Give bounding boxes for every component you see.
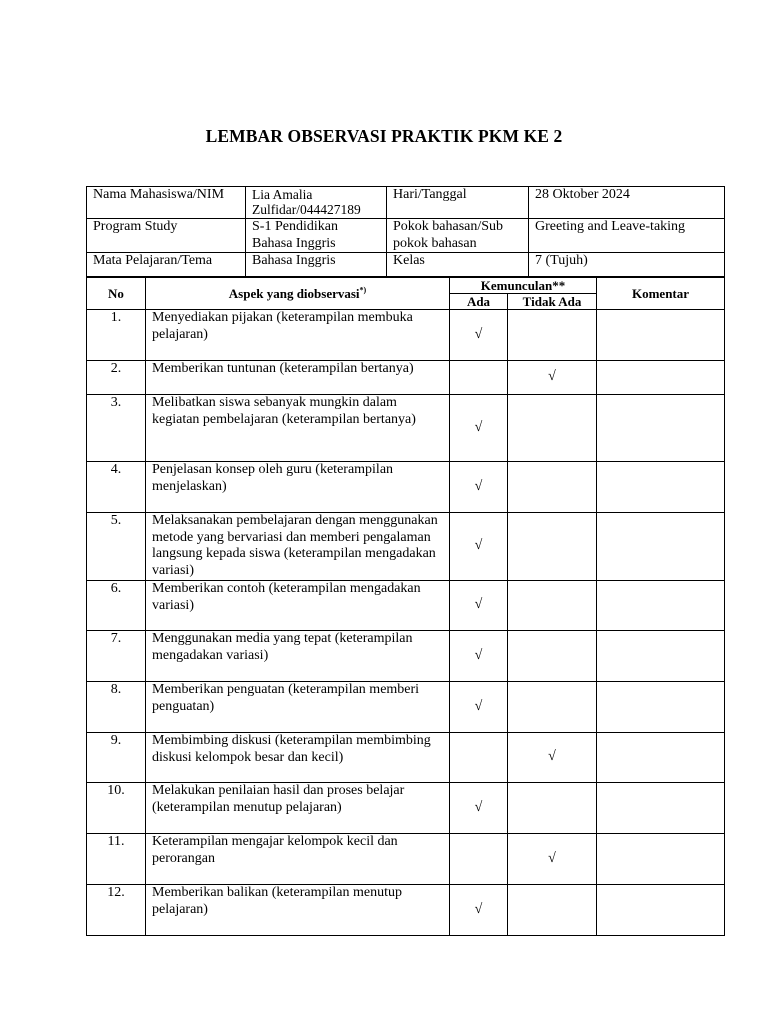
- row-comment: [597, 395, 725, 462]
- subject-label: Mata Pelajaran/Tema: [87, 253, 246, 277]
- row-comment: [597, 361, 725, 395]
- row-aspect: Melibatkan siswa sebanyak mungkin dalam kegiatan pembelajaran (keterampilan bertanya): [146, 395, 450, 462]
- row-aspect: Memberikan tuntunan (keterampilan bertanya): [146, 361, 450, 395]
- date-label: Hari/Tanggal: [387, 187, 529, 219]
- row-check-yes: [450, 361, 508, 395]
- row-number: 3.: [87, 395, 146, 462]
- observation-rows: [87, 310, 725, 936]
- header-aspect-text: Aspek yang diobservasi: [228, 286, 360, 301]
- table-row: [87, 733, 725, 783]
- topic-value: Greeting and Leave-taking: [529, 219, 725, 253]
- row-comment: [597, 310, 725, 361]
- row-check-yes: √: [450, 631, 508, 682]
- row-comment: [597, 733, 725, 783]
- row-number: 2.: [87, 361, 146, 395]
- row-check-no: [508, 631, 597, 682]
- table-row: [87, 310, 725, 361]
- row-check-yes: √: [450, 682, 508, 733]
- student-info-table: [86, 186, 725, 277]
- row-check-no: [508, 395, 597, 462]
- row-check-no: √: [508, 834, 597, 885]
- row-number: 10.: [87, 783, 146, 834]
- table-row: [87, 395, 725, 462]
- table-row: [87, 631, 725, 682]
- header-comment: Komentar: [597, 278, 725, 310]
- row-comment: [597, 834, 725, 885]
- page-title: LEMBAR OBSERVASI PRAKTIK PKM KE 2: [205, 126, 563, 146]
- row-check-no: [508, 682, 597, 733]
- row-comment: [597, 885, 725, 936]
- row-check-no: [508, 462, 597, 513]
- header-aspect-mark: *): [359, 285, 367, 295]
- table-row: [87, 682, 725, 733]
- row-aspect: Menyediakan pijakan (keterampilan membuka pelajaran): [146, 310, 450, 361]
- row-check-no: [508, 783, 597, 834]
- table-row: [87, 361, 725, 395]
- row-aspect: Melaksanakan pembelajaran dengan menggunakan metode yang bervariasi dan memberi pengalaman langsung kepada siswa (keterampilan mengadakan variasi): [146, 513, 450, 581]
- row-comment: [597, 682, 725, 733]
- program-value: S-1 Pendidikan Bahasa Inggris: [246, 219, 387, 253]
- row-check-yes: √: [450, 783, 508, 834]
- row-number: 9.: [87, 733, 146, 783]
- row-check-yes: √: [450, 462, 508, 513]
- row-number: 11.: [87, 834, 146, 885]
- name-label: Nama Mahasiswa/NIM: [87, 187, 246, 219]
- row-check-yes: √: [450, 885, 508, 936]
- row-check-yes: [450, 733, 508, 783]
- row-comment: [597, 513, 725, 581]
- class-label: Kelas: [387, 253, 529, 277]
- row-check-no: [508, 581, 597, 631]
- name-value: Lia Amalia Zulfidar/044427189: [246, 187, 387, 219]
- row-comment: [597, 783, 725, 834]
- row-check-no: [508, 885, 597, 936]
- header-yes: Ada: [450, 294, 508, 310]
- subject-value: Bahasa Inggris: [246, 253, 387, 277]
- header-appearance: Kemunculan**: [450, 278, 597, 294]
- program-label: Program Study: [87, 219, 246, 253]
- row-aspect: Memberikan balikan (keterampilan menutup pelajaran): [146, 885, 450, 936]
- table-row: [87, 834, 725, 885]
- table-row: [87, 513, 725, 581]
- row-aspect: Keterampilan mengajar kelompok kecil dan perorangan: [146, 834, 450, 885]
- row-check-no: [508, 310, 597, 361]
- header-no: No: [87, 278, 146, 310]
- row-check-yes: √: [450, 513, 508, 581]
- table-row: [87, 462, 725, 513]
- row-comment: [597, 631, 725, 682]
- table-row: [87, 783, 725, 834]
- table-row: [87, 581, 725, 631]
- row-check-yes: √: [450, 581, 508, 631]
- class-value: 7 (Tujuh): [529, 253, 725, 277]
- row-check-yes: [450, 834, 508, 885]
- row-aspect: Menggunakan media yang tepat (keterampilan mengadakan variasi): [146, 631, 450, 682]
- row-aspect: Membimbing diskusi (keterampilan membimbing diskusi kelompok besar dan kecil): [146, 733, 450, 783]
- row-number: 7.: [87, 631, 146, 682]
- row-number: 12.: [87, 885, 146, 936]
- header-aspect: [146, 278, 450, 310]
- row-check-no: [508, 513, 597, 581]
- row-check-no: √: [508, 361, 597, 395]
- observation-table: [86, 277, 725, 936]
- header-no-appearance: Tidak Ada: [508, 294, 597, 310]
- row-aspect: Memberikan contoh (keterampilan mengadakan variasi): [146, 581, 450, 631]
- row-number: 5.: [87, 513, 146, 581]
- row-number: 4.: [87, 462, 146, 513]
- row-check-no: √: [508, 733, 597, 783]
- row-check-yes: √: [450, 310, 508, 361]
- row-number: 6.: [87, 581, 146, 631]
- topic-label: Pokok bahasan/Sub pokok bahasan: [387, 219, 529, 253]
- table-row: [87, 885, 725, 936]
- row-check-yes: √: [450, 395, 508, 462]
- row-number: 1.: [87, 310, 146, 361]
- row-aspect: Penjelasan konsep oleh guru (keterampilan menjelaskan): [146, 462, 450, 513]
- date-value: 28 Oktober 2024: [529, 187, 725, 219]
- row-comment: [597, 581, 725, 631]
- row-comment: [597, 462, 725, 513]
- row-number: 8.: [87, 682, 146, 733]
- row-aspect: Melakukan penilaian hasil dan proses belajar (keterampilan menutup pelajaran): [146, 783, 450, 834]
- row-aspect: Memberikan penguatan (keterampilan memberi penguatan): [146, 682, 450, 733]
